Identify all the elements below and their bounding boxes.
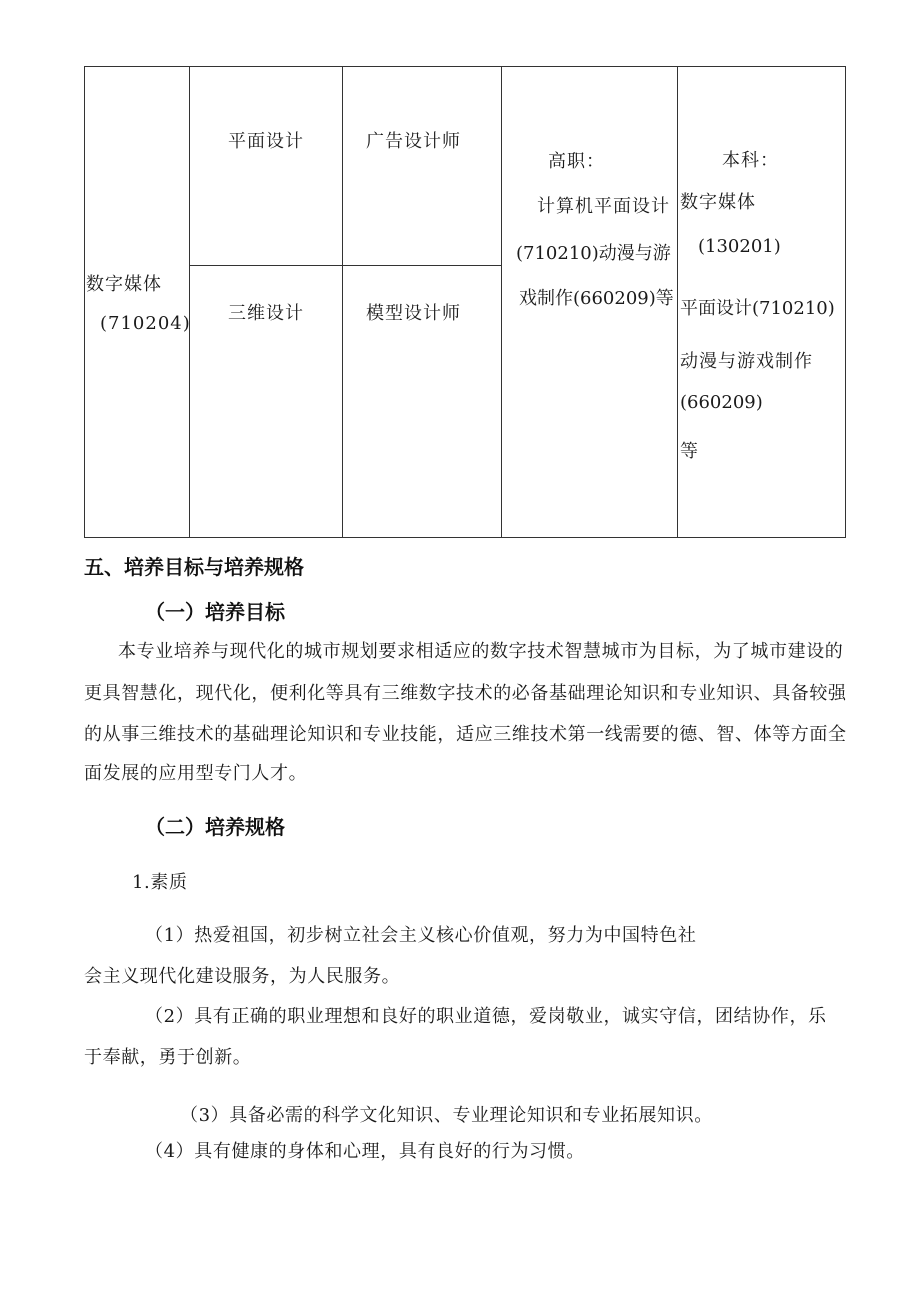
job-title: 广告设计师 — [366, 131, 461, 152]
quality-item: （3）具备必需的科学文化知识、专业理论知识和专业拓展知识。 — [180, 1105, 713, 1126]
table-border-bottom — [84, 537, 846, 538]
paragraph-line: 更具智慧化，现代化，便利化等具有三维数字技术的必备基础理论知识和专业知识、具备较强 — [84, 683, 847, 704]
paragraph-line: 本专业培养与现代化的城市规划要求相适应的数字技术智慧城市为目标，为了城市建设的 — [118, 641, 844, 662]
major-code: (710204) — [100, 313, 191, 334]
paragraph-line: 面发展的应用型专门人才。 — [84, 763, 308, 784]
undergraduate-line: 平面设计(710210) — [680, 298, 835, 319]
higher-vocational-line: (710210)动漫与游 — [516, 243, 671, 264]
undergraduate-line: (130201) — [698, 236, 781, 257]
subsection-heading: （二）培养规格 — [145, 815, 285, 839]
table-border-left — [84, 66, 85, 538]
quality-item: 于奉献，勇于创新。 — [84, 1047, 252, 1068]
undergraduate-label: 本科： — [722, 150, 779, 171]
table-row-divider — [190, 265, 501, 266]
quality-item: （4）具有健康的身体和心理，具有良好的行为习惯。 — [145, 1141, 585, 1162]
undergraduate-line: 等 — [680, 441, 699, 462]
undergraduate-line: 动漫与游戏制作 — [680, 351, 813, 372]
item-title: 1.素质 — [132, 872, 188, 893]
quality-item: （2）具有正确的职业理想和良好的职业道德，爱岗敬业，诚实守信，团结协作，乐 — [145, 1006, 827, 1027]
quality-item: 会主义现代化建设服务，为人民服务。 — [84, 966, 401, 987]
table-col-divider — [342, 66, 343, 538]
undergraduate-line: (660209) — [680, 392, 763, 413]
table-border-top — [84, 66, 846, 67]
quality-item: （1）热爱祖国，初步树立社会主义核心价值观，努力为中国特色社 — [145, 925, 697, 946]
table-col-divider — [677, 66, 678, 538]
higher-vocational-line: 戏制作(660209)等 — [519, 288, 674, 309]
direction-name: 三维设计 — [228, 303, 304, 324]
higher-vocational-label: 高职： — [548, 151, 605, 172]
table-col-divider — [501, 66, 502, 538]
section-heading: 五、培养目标与培养规格 — [84, 555, 304, 579]
major-name: 数字媒体 — [86, 274, 162, 295]
subsection-heading: （一）培养目标 — [145, 600, 285, 624]
table-border-right — [845, 66, 846, 538]
undergraduate-line: 数字媒体 — [680, 192, 756, 213]
direction-name: 平面设计 — [228, 131, 304, 152]
higher-vocational-line: 计算机平面设计 — [537, 196, 670, 217]
job-title: 模型设计师 — [366, 303, 461, 324]
paragraph-line: 的从事三维技术的基础理论知识和专业技能，适应三维技术第一线需要的德、智、体等方面全 — [84, 724, 847, 745]
table-col-divider — [189, 66, 190, 538]
